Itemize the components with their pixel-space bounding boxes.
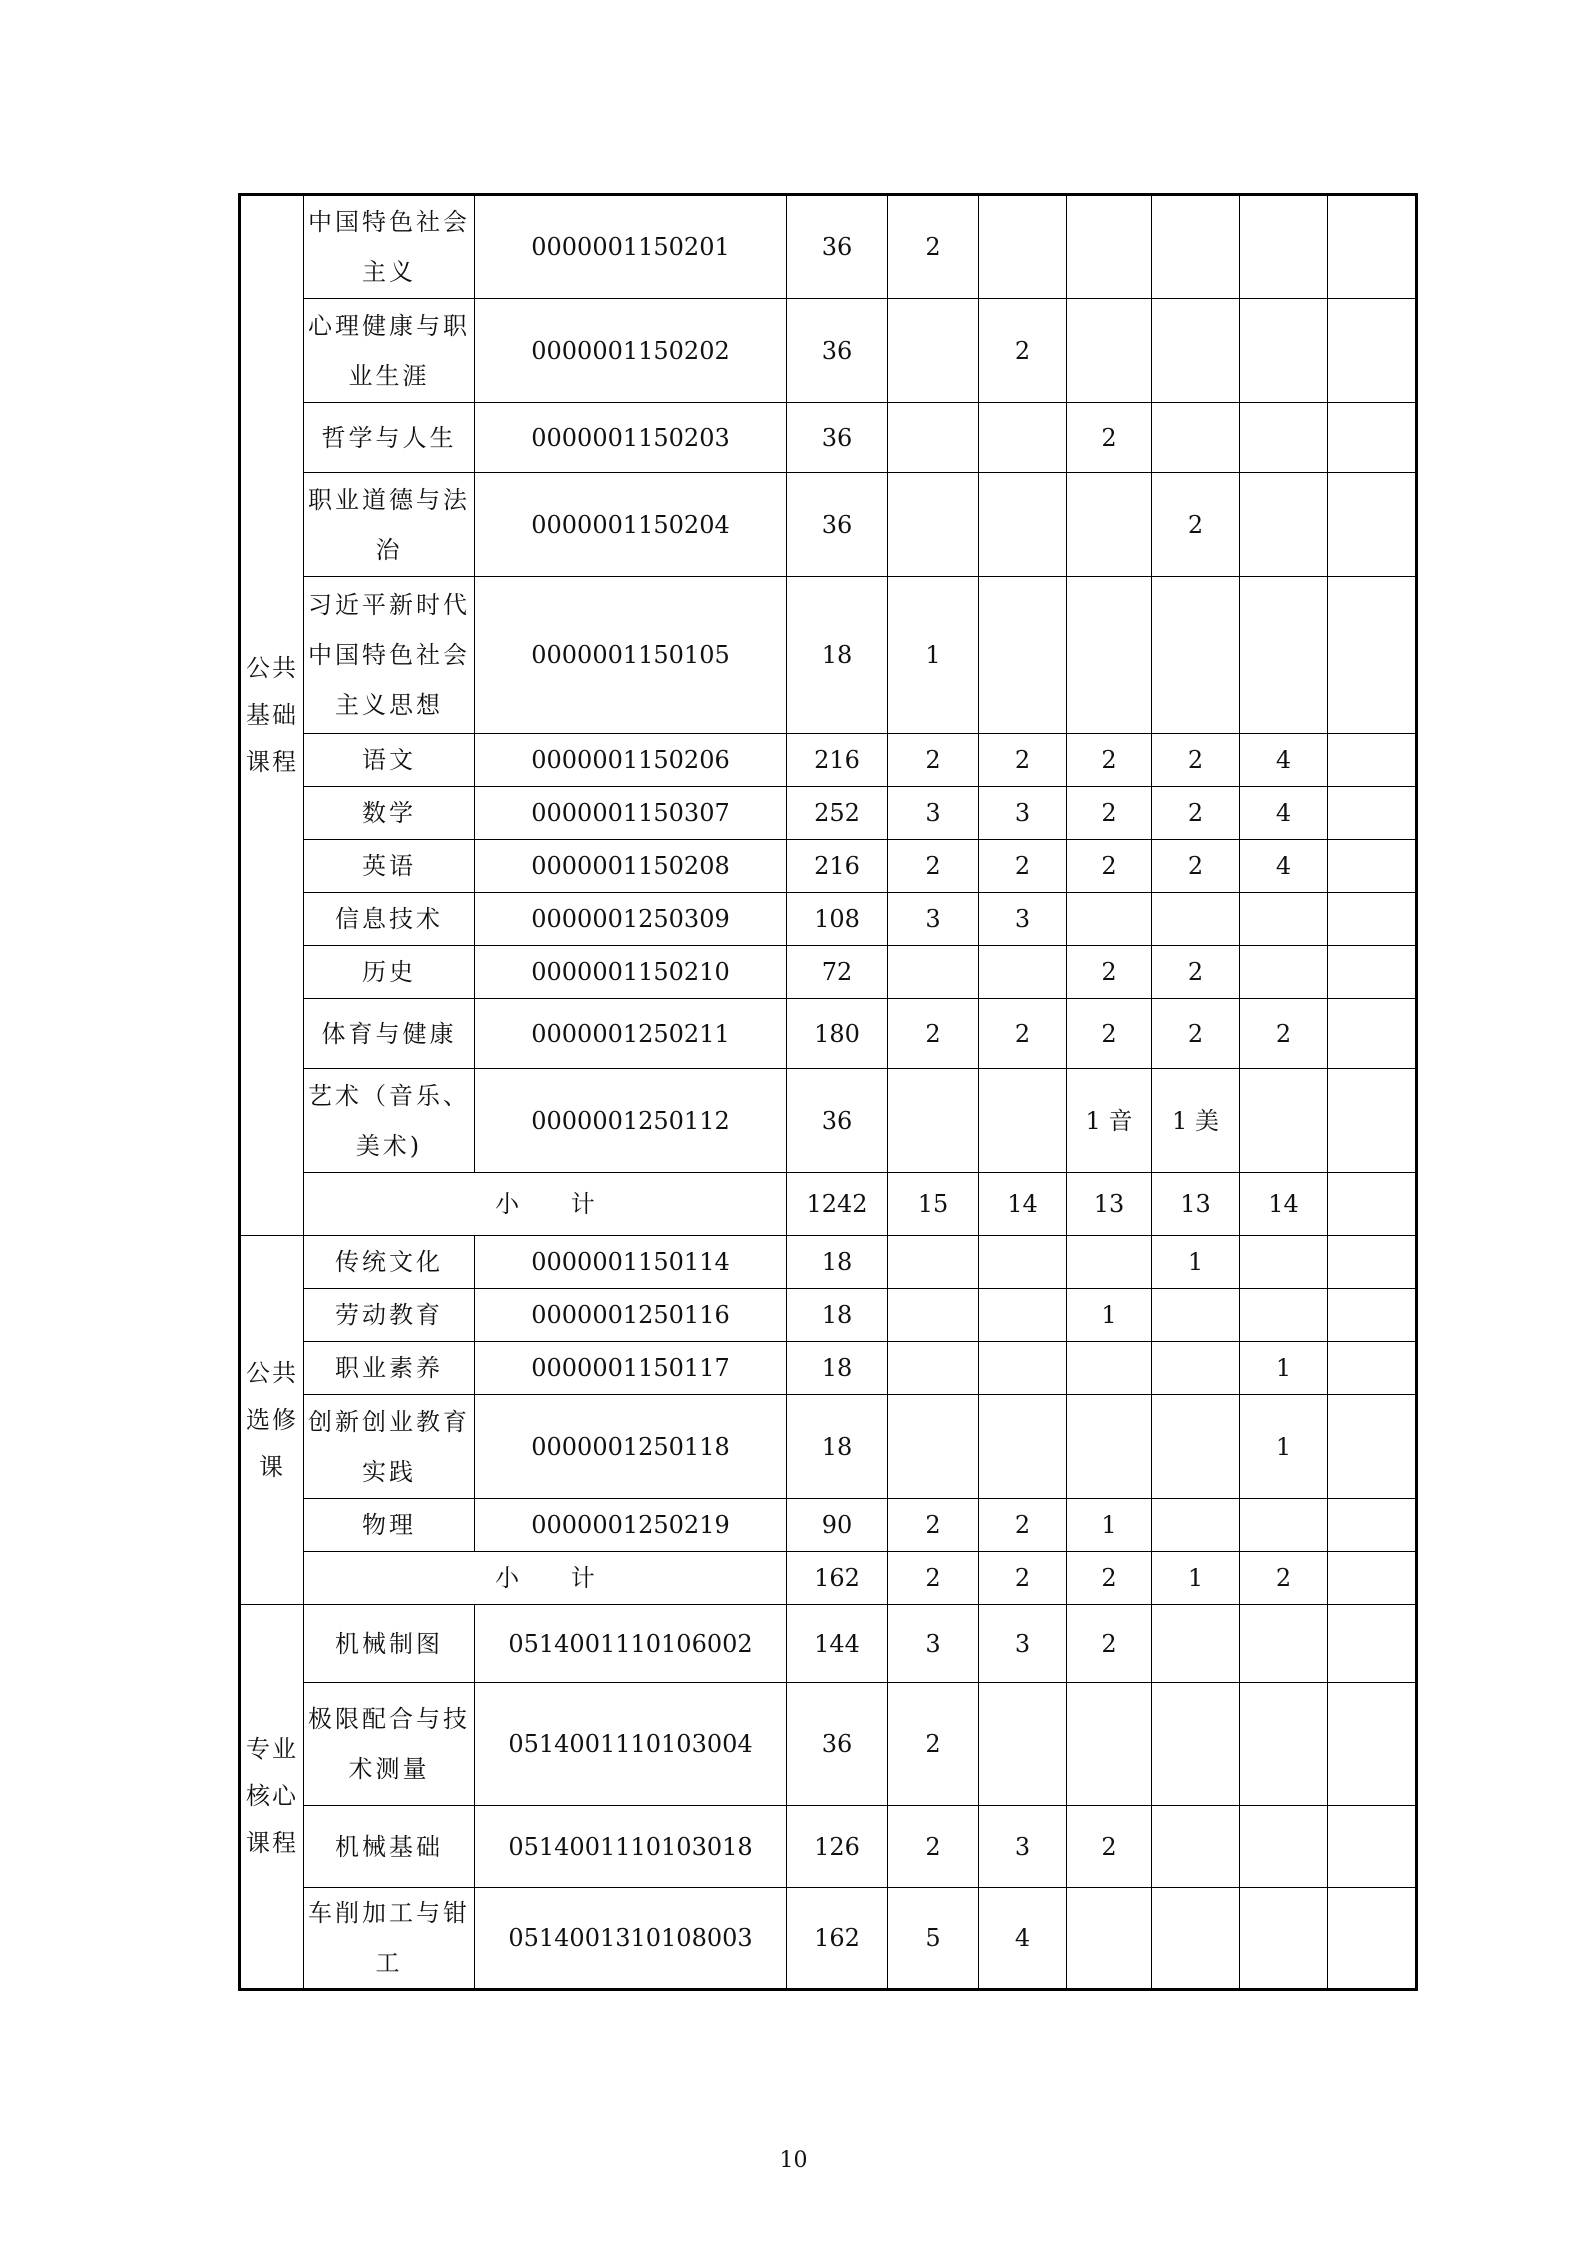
hours-cell: 216 <box>787 840 888 893</box>
hours-cell: 252 <box>787 787 888 840</box>
semester-cell: 4 <box>1240 840 1328 893</box>
table-row <box>240 577 1417 734</box>
course-name-cell: 信息技术 <box>304 893 475 946</box>
semester-cell <box>1152 1605 1240 1683</box>
semester-cell: 4 <box>979 1888 1067 1990</box>
table-row <box>240 299 1417 403</box>
semester-cell <box>1152 1342 1240 1395</box>
table-row <box>240 1069 1417 1173</box>
page-number: 10 <box>779 2148 808 2173</box>
semester-cell <box>979 1683 1067 1806</box>
semester-cell <box>979 1069 1067 1173</box>
table-row <box>240 1499 1417 1552</box>
course-code-cell: 0000001150204 <box>475 473 787 577</box>
course-name-cell: 创新创业教育实践 <box>304 1395 475 1499</box>
course-name-cell: 职业素养 <box>304 1342 475 1395</box>
course-name-cell: 机械基础 <box>304 1806 475 1888</box>
hours-cell: 36 <box>787 403 888 473</box>
table-row <box>240 840 1417 893</box>
semester-cell <box>1328 1289 1417 1342</box>
table-row <box>240 1605 1417 1683</box>
semester-cell <box>888 1395 979 1499</box>
semester-cell <box>1152 299 1240 403</box>
semester-cell: 2 <box>1067 946 1152 999</box>
semester-cell <box>1240 1236 1328 1289</box>
hours-cell: 144 <box>787 1605 888 1683</box>
course-name-cell: 物理 <box>304 1499 475 1552</box>
course-name-cell: 体育与健康 <box>304 999 475 1069</box>
semester-cell: 3 <box>888 1605 979 1683</box>
course-name-cell: 车削加工与钳工 <box>304 1888 475 1990</box>
subtotal-semester-cell: 2 <box>888 1552 979 1605</box>
semester-cell: 2 <box>1067 787 1152 840</box>
semester-cell <box>1240 1289 1328 1342</box>
course-name-cell: 职业道德与法治 <box>304 473 475 577</box>
semester-cell <box>1067 1236 1152 1289</box>
subtotal-semester-cell: 2 <box>1067 1552 1152 1605</box>
table-row <box>240 1806 1417 1888</box>
course-name-cell: 劳动教育 <box>304 1289 475 1342</box>
semester-cell: 5 <box>888 1888 979 1990</box>
table-row <box>240 1395 1417 1499</box>
category-label: 公共选修课 <box>246 1358 298 1481</box>
semester-cell <box>1328 1499 1417 1552</box>
table-row <box>240 893 1417 946</box>
subtotal-semester-cell: 14 <box>1240 1173 1328 1236</box>
hours-cell: 18 <box>787 1289 888 1342</box>
course-code-cell: 0000001150105 <box>475 577 787 734</box>
subtotal-semester-cell: 13 <box>1067 1173 1152 1236</box>
semester-cell: 1 <box>1067 1499 1152 1552</box>
semester-cell <box>1240 1888 1328 1990</box>
semester-cell <box>1152 1395 1240 1499</box>
semester-cell <box>888 1342 979 1395</box>
semester-cell <box>1067 893 1152 946</box>
course-schedule-table <box>238 193 1418 1991</box>
course-name-cell: 英语 <box>304 840 475 893</box>
course-code-cell: 0000001150203 <box>475 403 787 473</box>
table-row <box>240 946 1417 999</box>
category-cell <box>240 195 304 1236</box>
semester-cell <box>1328 840 1417 893</box>
semester-cell <box>888 946 979 999</box>
semester-cell <box>1328 787 1417 840</box>
subtotal-label: 小 计 <box>304 1173 787 1236</box>
semester-cell <box>1067 473 1152 577</box>
semester-cell <box>979 1236 1067 1289</box>
table-row <box>240 787 1417 840</box>
semester-cell: 4 <box>1240 734 1328 787</box>
subtotal-semester-cell <box>1328 1552 1417 1605</box>
category-cell <box>240 1236 304 1605</box>
table-row <box>240 195 1417 299</box>
table-row <box>240 1236 1417 1289</box>
subtotal-semester-cell: 2 <box>979 1552 1067 1605</box>
hours-cell: 18 <box>787 1342 888 1395</box>
semester-cell: 3 <box>979 1605 1067 1683</box>
semester-cell: 2 <box>1240 999 1328 1069</box>
hours-cell: 180 <box>787 999 888 1069</box>
hours-cell: 36 <box>787 1683 888 1806</box>
semester-cell <box>979 1289 1067 1342</box>
course-name-cell: 机械制图 <box>304 1605 475 1683</box>
subtotal-semester-cell <box>1328 1173 1417 1236</box>
course-code-cell: 0000001150307 <box>475 787 787 840</box>
hours-cell: 18 <box>787 1395 888 1499</box>
course-code-cell: 0000001150210 <box>475 946 787 999</box>
subtotal-label: 小 计 <box>304 1552 787 1605</box>
semester-cell: 2 <box>1067 734 1152 787</box>
course-code-cell: 0000001250118 <box>475 1395 787 1499</box>
semester-cell <box>1328 1683 1417 1806</box>
subtotal-row <box>240 1173 1417 1236</box>
subtotal-hours-cell: 1242 <box>787 1173 888 1236</box>
semester-cell <box>1328 577 1417 734</box>
subtotal-hours-cell: 162 <box>787 1552 888 1605</box>
hours-cell: 36 <box>787 473 888 577</box>
semester-cell <box>1328 1605 1417 1683</box>
subtotal-semester-cell: 2 <box>1240 1552 1328 1605</box>
semester-cell: 2 <box>888 734 979 787</box>
semester-cell <box>1328 999 1417 1069</box>
semester-cell: 4 <box>1240 787 1328 840</box>
hours-cell: 216 <box>787 734 888 787</box>
semester-cell: 3 <box>979 787 1067 840</box>
semester-cell <box>1328 946 1417 999</box>
category-label: 公共基础课程 <box>246 654 298 776</box>
semester-cell <box>1067 195 1152 299</box>
semester-cell <box>1328 473 1417 577</box>
semester-cell: 2 <box>1152 999 1240 1069</box>
semester-cell: 2 <box>1152 946 1240 999</box>
hours-cell: 108 <box>787 893 888 946</box>
semester-cell: 2 <box>979 1499 1067 1552</box>
subtotal-semester-cell: 15 <box>888 1173 979 1236</box>
table-row <box>240 403 1417 473</box>
semester-cell: 2 <box>1067 403 1152 473</box>
semester-cell <box>888 1069 979 1173</box>
semester-cell <box>1328 403 1417 473</box>
semester-cell <box>1328 299 1417 403</box>
course-code-cell: 0000001250211 <box>475 999 787 1069</box>
semester-cell <box>1328 1069 1417 1173</box>
course-name-cell: 语文 <box>304 734 475 787</box>
semester-cell <box>888 473 979 577</box>
semester-cell <box>1152 1888 1240 1990</box>
hours-cell: 18 <box>787 577 888 734</box>
semester-cell <box>1152 577 1240 734</box>
semester-cell <box>1240 1806 1328 1888</box>
semester-cell: 1 <box>1152 1236 1240 1289</box>
semester-cell <box>1328 734 1417 787</box>
semester-cell <box>1067 1888 1152 1990</box>
semester-cell <box>1152 1499 1240 1552</box>
course-code-cell: 0514001110106002 <box>475 1605 787 1683</box>
category-cell <box>240 1605 304 1990</box>
semester-cell <box>1067 1342 1152 1395</box>
semester-cell <box>1152 893 1240 946</box>
course-name-cell: 艺术（音乐、美术) <box>304 1069 475 1173</box>
semester-cell <box>888 1289 979 1342</box>
semester-cell: 3 <box>979 1806 1067 1888</box>
course-name-cell: 传统文化 <box>304 1236 475 1289</box>
course-name-cell: 数学 <box>304 787 475 840</box>
course-name-cell: 哲学与人生 <box>304 403 475 473</box>
semester-cell: 3 <box>888 893 979 946</box>
course-name-cell: 心理健康与职业生涯 <box>304 299 475 403</box>
course-code-cell: 0000001150201 <box>475 195 787 299</box>
semester-cell: 2 <box>888 1806 979 1888</box>
course-code-cell: 0000001150117 <box>475 1342 787 1395</box>
table-row <box>240 1888 1417 1990</box>
hours-cell: 36 <box>787 299 888 403</box>
semester-cell: 2 <box>1067 1806 1152 1888</box>
hours-cell: 36 <box>787 1069 888 1173</box>
semester-cell <box>1152 195 1240 299</box>
course-code-cell: 0000001250112 <box>475 1069 787 1173</box>
subtotal-semester-cell: 1 <box>1152 1552 1240 1605</box>
course-name-cell: 习近平新时代中国特色社会主义思想 <box>304 577 475 734</box>
semester-cell <box>1328 1342 1417 1395</box>
semester-cell: 2 <box>1152 840 1240 893</box>
semester-cell: 2 <box>1067 840 1152 893</box>
semester-cell <box>1328 1236 1417 1289</box>
subtotal-semester-cell: 13 <box>1152 1173 1240 1236</box>
semester-cell: 2 <box>888 840 979 893</box>
semester-cell: 1 <box>1067 1289 1152 1342</box>
semester-cell: 2 <box>888 1499 979 1552</box>
course-code-cell: 0000001150202 <box>475 299 787 403</box>
semester-cell: 3 <box>979 893 1067 946</box>
semester-cell <box>1240 577 1328 734</box>
subtotal-row <box>240 1552 1417 1605</box>
course-name-cell: 历史 <box>304 946 475 999</box>
course-code-cell: 0514001110103018 <box>475 1806 787 1888</box>
semester-cell: 2 <box>979 299 1067 403</box>
semester-cell <box>1240 299 1328 403</box>
semester-cell <box>979 1342 1067 1395</box>
semester-cell: 2 <box>888 1683 979 1806</box>
semester-cell <box>1152 1683 1240 1806</box>
semester-cell <box>888 403 979 473</box>
semester-cell <box>1240 1499 1328 1552</box>
hours-cell: 90 <box>787 1499 888 1552</box>
course-name-cell: 极限配合与技术测量 <box>304 1683 475 1806</box>
semester-cell <box>1240 1683 1328 1806</box>
semester-cell <box>979 473 1067 577</box>
semester-cell <box>1240 195 1328 299</box>
semester-cell <box>979 577 1067 734</box>
course-code-cell: 0000001250116 <box>475 1289 787 1342</box>
course-code-cell: 0514001110103004 <box>475 1683 787 1806</box>
course-name-cell: 中国特色社会主义 <box>304 195 475 299</box>
semester-cell <box>1328 893 1417 946</box>
semester-cell: 2 <box>979 999 1067 1069</box>
hours-cell: 72 <box>787 946 888 999</box>
category-label: 专业核心课程 <box>246 1735 298 1857</box>
semester-cell <box>979 195 1067 299</box>
semester-cell <box>1067 1395 1152 1499</box>
semester-cell: 2 <box>1152 787 1240 840</box>
semester-cell <box>1328 1806 1417 1888</box>
course-code-cell: 0000001150114 <box>475 1236 787 1289</box>
semester-cell <box>979 403 1067 473</box>
semester-cell: 2 <box>979 734 1067 787</box>
hours-cell: 162 <box>787 1888 888 1990</box>
semester-cell <box>1328 195 1417 299</box>
table-row <box>240 1289 1417 1342</box>
semester-cell: 3 <box>888 787 979 840</box>
semester-cell: 1 <box>1240 1342 1328 1395</box>
course-code-cell: 0000001250219 <box>475 1499 787 1552</box>
semester-cell: 2 <box>1152 734 1240 787</box>
semester-cell <box>1328 1395 1417 1499</box>
semester-cell <box>1328 1888 1417 1990</box>
semester-cell <box>1240 1069 1328 1173</box>
semester-cell: 1 <box>1240 1395 1328 1499</box>
semester-cell <box>1240 403 1328 473</box>
table-row <box>240 473 1417 577</box>
semester-cell <box>979 946 1067 999</box>
table-row <box>240 999 1417 1069</box>
semester-cell: 1 美 <box>1152 1069 1240 1173</box>
hours-cell: 126 <box>787 1806 888 1888</box>
semester-cell <box>1152 1289 1240 1342</box>
semester-cell <box>1067 577 1152 734</box>
table-row <box>240 1683 1417 1806</box>
hours-cell: 36 <box>787 195 888 299</box>
semester-cell <box>888 1236 979 1289</box>
semester-cell: 2 <box>1067 1605 1152 1683</box>
course-code-cell: 0514001310108003 <box>475 1888 787 1990</box>
semester-cell <box>1240 893 1328 946</box>
semester-cell: 2 <box>888 195 979 299</box>
subtotal-semester-cell: 14 <box>979 1173 1067 1236</box>
semester-cell: 2 <box>1067 999 1152 1069</box>
semester-cell <box>888 299 979 403</box>
semester-cell <box>1067 1683 1152 1806</box>
semester-cell <box>1067 299 1152 403</box>
semester-cell: 2 <box>979 840 1067 893</box>
semester-cell <box>1240 1605 1328 1683</box>
hours-cell: 18 <box>787 1236 888 1289</box>
semester-cell <box>1240 473 1328 577</box>
course-code-cell: 0000001150206 <box>475 734 787 787</box>
semester-cell <box>1152 1806 1240 1888</box>
semester-cell: 2 <box>1152 473 1240 577</box>
table-row <box>240 734 1417 787</box>
semester-cell: 2 <box>888 999 979 1069</box>
table-row <box>240 1342 1417 1395</box>
semester-cell <box>1240 946 1328 999</box>
semester-cell <box>979 1395 1067 1499</box>
course-code-cell: 0000001250309 <box>475 893 787 946</box>
course-code-cell: 0000001150208 <box>475 840 787 893</box>
semester-cell <box>1152 403 1240 473</box>
semester-cell: 1 <box>888 577 979 734</box>
semester-cell: 1 音 <box>1067 1069 1152 1173</box>
